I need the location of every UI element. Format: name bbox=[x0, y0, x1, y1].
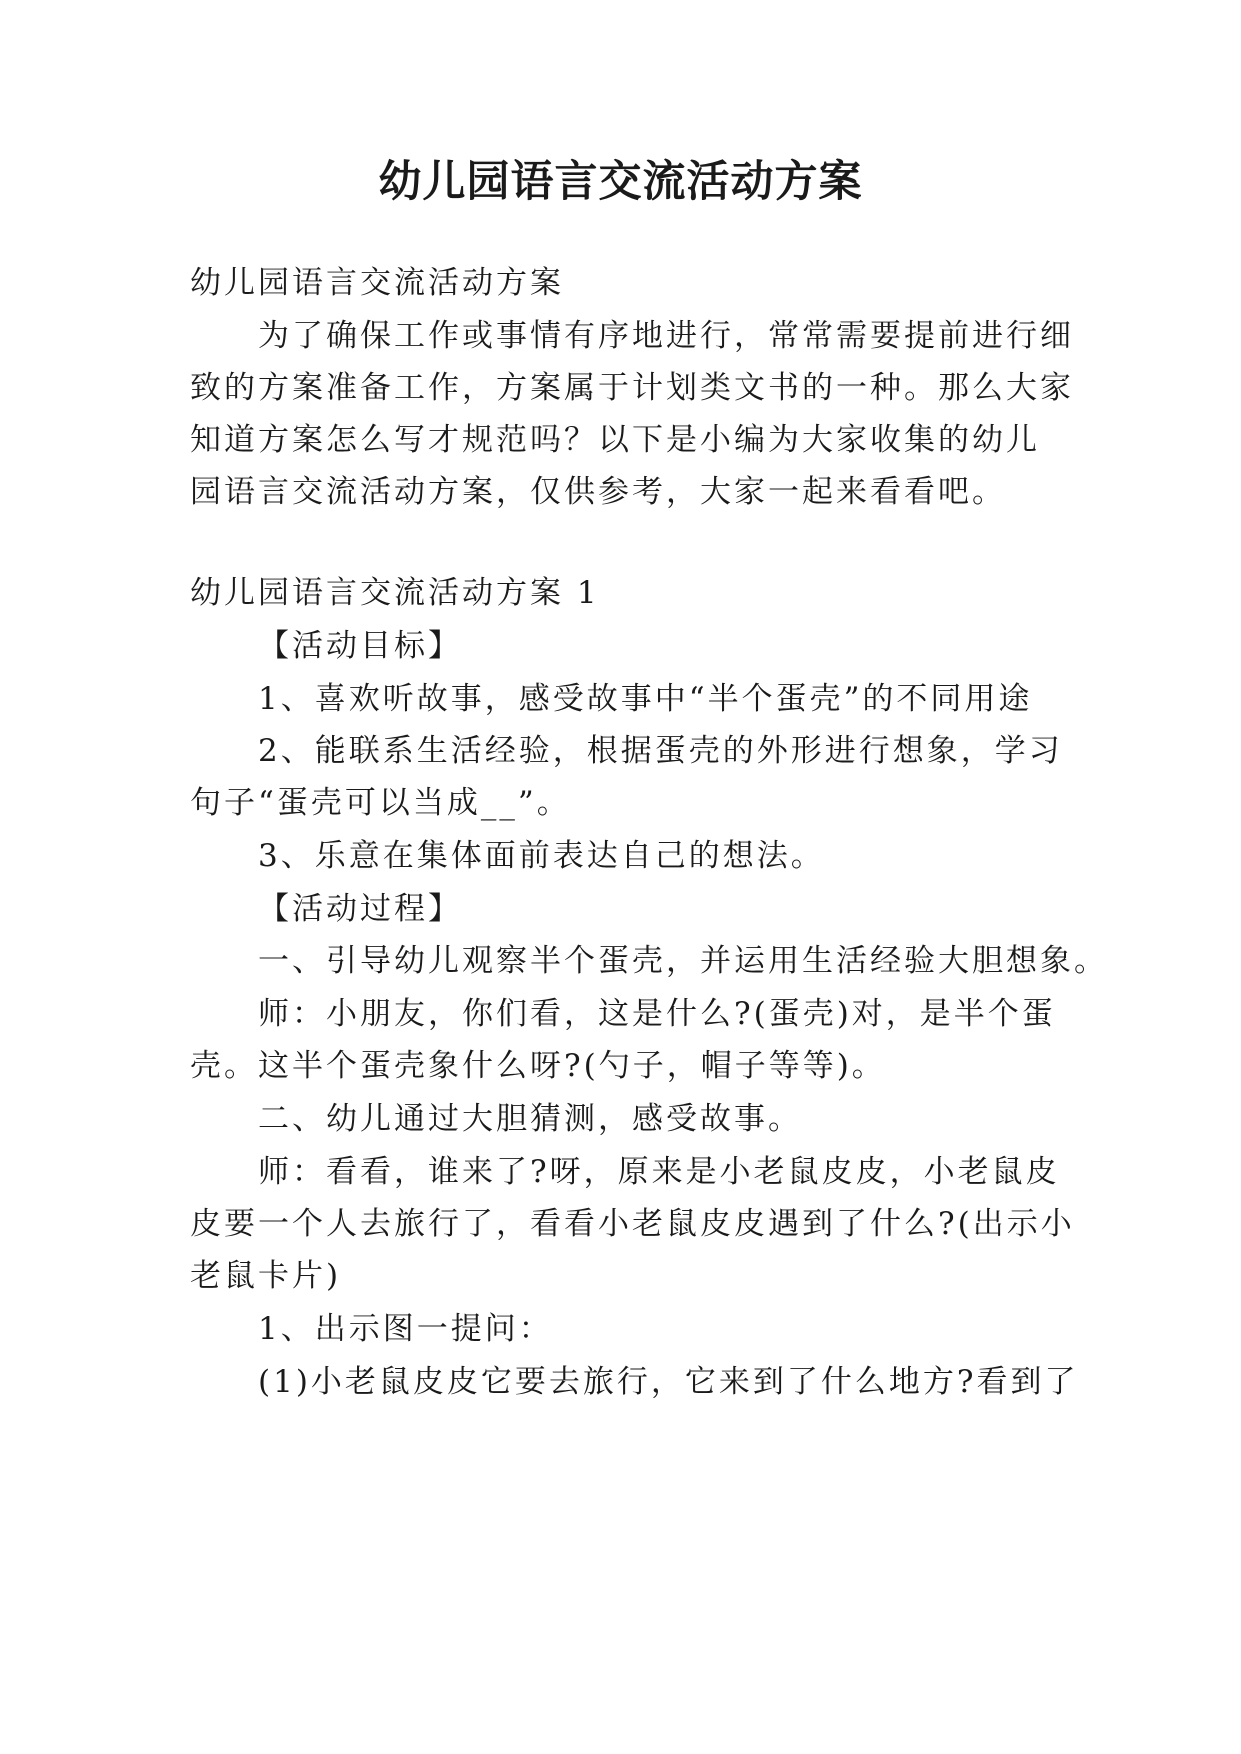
goal-item-1: 1、喜欢听故事，感受故事中“半个蛋壳”的不同用途 bbox=[258, 681, 1033, 717]
teacher-line-1-cont: 壳。这半个蛋壳象什么呀?(勺子，帽子等等)。 bbox=[190, 1048, 886, 1084]
teacher-line-2-cont-1: 皮要一个人去旅行了，看看小老鼠皮皮遇到了什么?(出示小 bbox=[190, 1206, 1075, 1242]
intro-line-3: 知道方案怎么写才规范吗？以下是小编为大家收集的幼儿 bbox=[190, 422, 1040, 458]
goal-item-3: 3、乐意在集体面前表达自己的想法。 bbox=[258, 838, 825, 874]
activity-goals-heading: 【活动目标】 bbox=[258, 628, 462, 664]
teacher-line-1: 师：小朋友，你们看，这是什么?(蛋壳)对，是半个蛋 bbox=[258, 996, 1056, 1032]
picture-question-1: (1)小老鼠皮皮它要去旅行，它来到了什么地方?看到了 bbox=[258, 1364, 1079, 1400]
activity-process-heading: 【活动过程】 bbox=[258, 891, 462, 927]
subtitle-line: 幼儿园语言交流活动方案 bbox=[190, 265, 564, 301]
intro-line-2: 致的方案准备工作，方案属于计划类文书的一种。那么大家 bbox=[190, 370, 1074, 406]
document-title: 幼儿园语言交流活动方案 bbox=[378, 157, 863, 207]
process-step-2: 二、幼儿通过大胆猜测，感受故事。 bbox=[258, 1101, 802, 1137]
process-step-1: 一、引导幼儿观察半个蛋壳，并运用生活经验大胆想象。 bbox=[258, 943, 1108, 979]
section-heading-1: 幼儿园语言交流活动方案 1 bbox=[190, 575, 600, 611]
teacher-line-2: 师：看看，谁来了?呀，原来是小老鼠皮皮，小老鼠皮 bbox=[258, 1154, 1060, 1190]
goal-item-2: 2、能联系生活经验，根据蛋壳的外形进行想象，学习 bbox=[258, 733, 1063, 769]
intro-line-1: 为了确保工作或事情有序地进行，常常需要提前进行细 bbox=[258, 318, 1074, 354]
intro-line-4: 园语言交流活动方案，仅供参考，大家一起来看看吧。 bbox=[190, 474, 1006, 510]
picture-question-heading: 1、出示图一提问： bbox=[258, 1311, 553, 1347]
goal-item-2-cont: 句子“蛋壳可以当成__”。 bbox=[190, 785, 571, 821]
teacher-line-2-cont-2: 老鼠卡片) bbox=[190, 1258, 342, 1294]
